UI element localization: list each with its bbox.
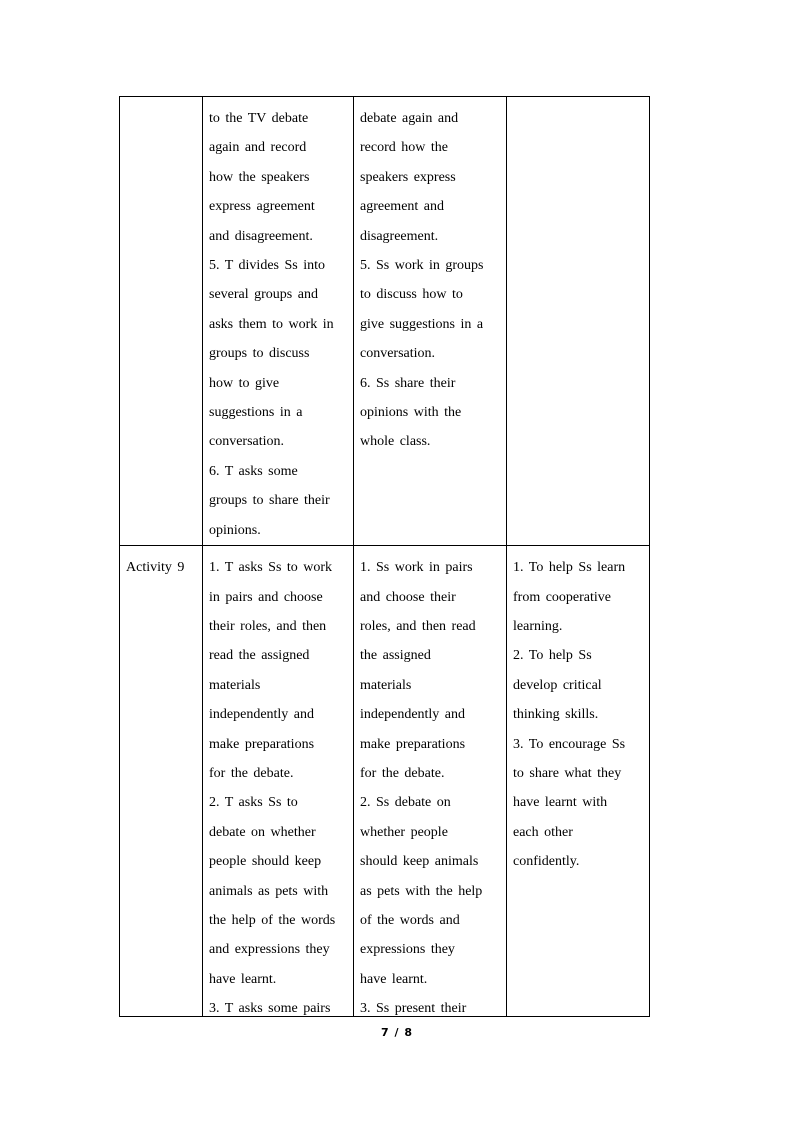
stage-cell bbox=[120, 546, 203, 1017]
student-activity-cell bbox=[354, 97, 507, 546]
purpose-text bbox=[507, 97, 649, 104]
student-activity-cell bbox=[354, 546, 507, 1017]
table-row bbox=[120, 546, 650, 1017]
teacher-activity-text: to the TV debate again and record how the speakers express agreement and disagreement. 5. T divides Ss into several groups and asks them to work in groups to discuss how to give suggestions in a conversation. 6. T asks some groups to share their opinions. bbox=[209, 111, 334, 538]
lesson-plan-table bbox=[119, 96, 650, 1017]
table-row bbox=[120, 97, 650, 546]
teacher-activity-cell bbox=[203, 546, 354, 1017]
purpose-cell bbox=[507, 97, 650, 546]
teacher-activity-cell bbox=[203, 97, 354, 546]
teacher-activity-text: 1. T asks Ss to work in pairs and choose their roles, and then read the assigned materials independently and make preparations for the debate. 2. T asks Ss to debate on whether people should keep animals as pets with the help of the words and expressions they have learnt. 3. T asks some pairs bbox=[209, 560, 336, 1017]
stage-cell bbox=[120, 97, 203, 546]
student-activity-text: 1. Ss work in pairs and choose their roles, and then read the assigned materials independently and make preparations for the debate. 2. Ss debate on whether people should keep animals as pets with the help of the words and expressions they have learnt. 3. Ss present their bbox=[360, 560, 483, 1017]
page-number: 7 / 8 bbox=[381, 1026, 413, 1039]
purpose-text: 1. To help Ss learn from cooperative learning. 2. To help Ss develop critical thinking skills. 3. To encourage Ss to share what they have learnt with each other confidently. bbox=[513, 560, 626, 870]
purpose-cell bbox=[507, 546, 650, 1017]
student-activity-text: debate again and record how the speakers express agreement and disagreement. 5. Ss work in groups to discuss how to give suggestions in a conversation. 6. Ss share their opinions with the whole class. bbox=[360, 111, 484, 450]
stage-text bbox=[120, 97, 202, 104]
stage-text: Activity 9 bbox=[126, 560, 185, 576]
